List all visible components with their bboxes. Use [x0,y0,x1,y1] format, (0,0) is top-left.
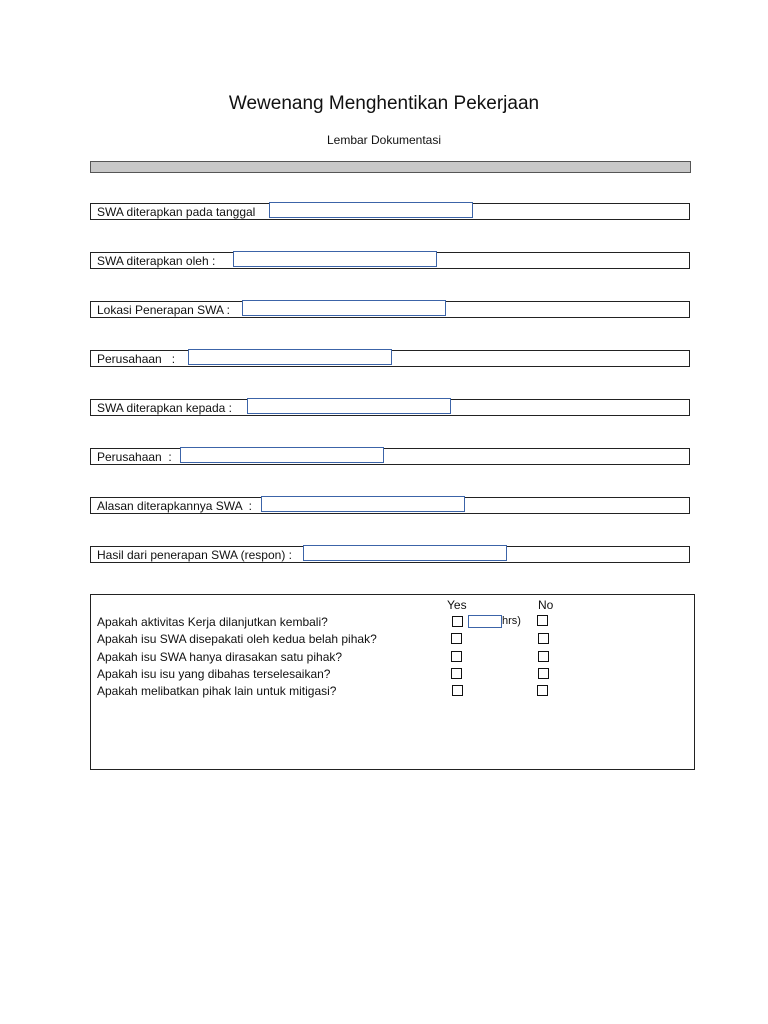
page-title: Wewenang Menghentikan Pekerjaan [228,93,540,114]
field-row-location [90,301,690,318]
field-row-swa-to [90,399,690,416]
field-row-reason [90,497,690,514]
field-row-result [90,546,690,563]
q4-yes-checkbox[interactable] [451,668,462,679]
q3-yes-checkbox[interactable] [451,651,462,662]
swa-date-input[interactable] [269,202,473,218]
swa-to-input[interactable] [247,398,451,414]
field-row-swa-by [90,252,690,269]
header-divider-bar [90,161,691,173]
q3-no-checkbox[interactable] [538,651,549,662]
field-label: Perusahaan : [97,352,176,366]
result-input[interactable] [303,545,507,561]
q1-no-checkbox[interactable] [537,615,548,626]
no-column-header: No [538,598,554,612]
swa-by-input[interactable] [233,251,437,267]
question-text: Apakah isu SWA hanya dirasakan satu pihak? [97,650,343,664]
q4-no-checkbox[interactable] [538,668,549,679]
field-label: SWA diterapkan pada tanggal [97,205,256,219]
question-text: Apakah isu SWA disepakati oleh kedua belah pihak? [97,632,377,646]
field-label: SWA diterapkan kepada : [97,401,232,415]
question-text: Apakah isu isu yang dibahas terselesaikan? [97,667,331,681]
company-input-2[interactable] [180,447,384,463]
location-input[interactable] [242,300,446,316]
reason-input[interactable] [261,496,465,512]
field-row-company-2 [90,448,690,465]
field-label: Perusahaan : [97,450,172,464]
field-label: SWA diterapkan oleh : [97,254,216,268]
field-row-company-1 [90,350,690,367]
company-input-1[interactable] [188,349,392,365]
q1-yes-checkbox[interactable] [452,616,463,627]
page-subtitle: Lembar Dokumentasi [326,133,442,147]
question-text: Apakah melibatkan pihak lain untuk mitigasi? [97,684,337,698]
field-row-swa-date [90,203,690,220]
q5-yes-checkbox[interactable] [452,685,463,696]
field-label: Lokasi Penerapan SWA : [97,303,230,317]
hours-suffix-label: hrs) [502,615,521,627]
field-label: Alasan diterapkannya SWA : [97,499,252,513]
q5-no-checkbox[interactable] [537,685,548,696]
yes-column-header: Yes [447,598,467,612]
q2-yes-checkbox[interactable] [451,633,462,644]
q2-no-checkbox[interactable] [538,633,549,644]
hours-input[interactable] [468,615,502,628]
question-text: Apakah aktivitas Kerja dilanjutkan kembali? [97,615,328,629]
questions-panel [90,594,695,770]
field-label: Hasil dari penerapan SWA (respon) : [97,548,292,562]
